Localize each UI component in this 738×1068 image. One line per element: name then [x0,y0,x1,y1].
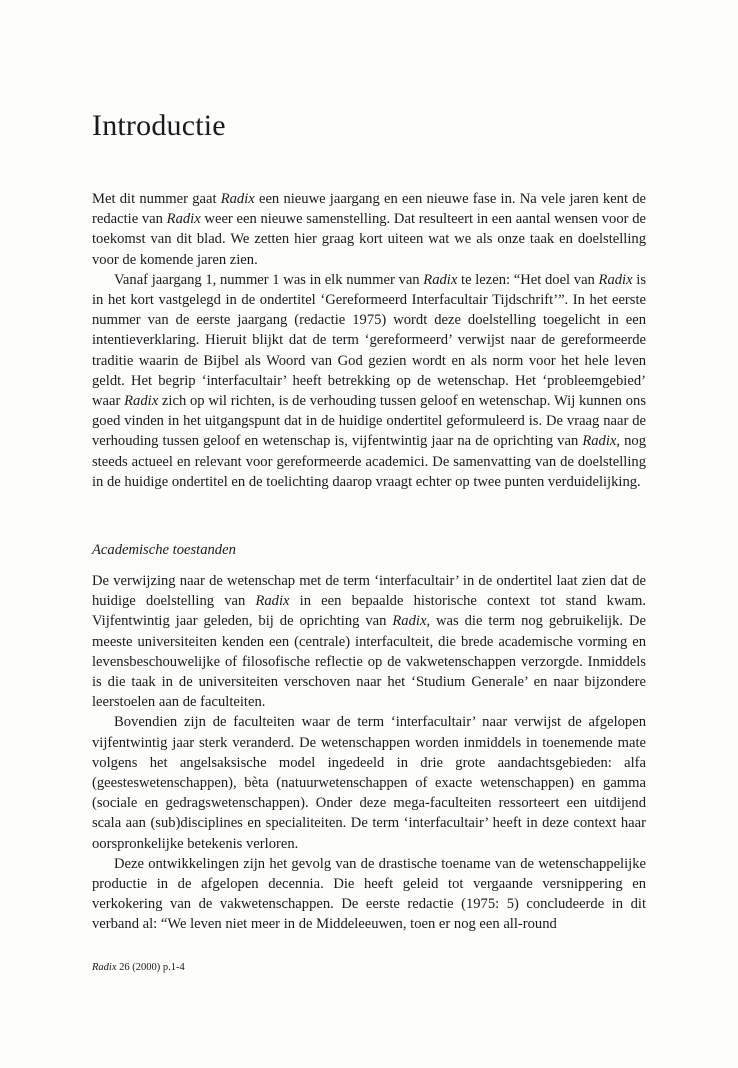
text-run: Deze ontwikkelingen zijn het gevolg van de drastische toename van de wetenschappelijke productie in de afgelopen decennia. Die heeft geleid tot vergaande versnippering en verkokering van de vakwetenschappen. De eerste redactie (1975: 5) concludeerde in dit verband al: “We leven niet meer in de Middeleeuwen, toen er nog een all-round [92,855,646,933]
page-footer [92,961,185,975]
page-title: Introductie [92,109,226,142]
journal-name: Radix [598,271,633,288]
intro-paragraph-1 [92,189,646,270]
journal-name: Radix [255,593,290,610]
text-run: , nog steeds actueel en relevant voor gereformeerde academici. De samenvatting van de doelstelling in de huidige ondertitel en de toelichting daarop vraagt echter op twee punten verduidelijking. [92,433,646,490]
journal-name: Radix [423,271,458,288]
footer-citation: 26 (2000) p.1-4 [116,962,185,973]
intro-body [92,189,646,492]
text-run: een nieuwe jaargang en een nieuwe fase in. Na vele jaren kent de redactie van [92,191,646,228]
text-run: zich op wil richten, is de verhouding tussen geloof en wetenschap. Wij kunnen ons goed vinden in het uitgangspunt dat in de huidige ondertitel geformuleerd is. De vraag naar de verhouding tussen geloof en wetenschap is, vijfentwintig jaar na de oprichting van [92,393,646,450]
text-run: in een bepaalde historische context tot stand kwam. Vijfentwintig jaar geleden, bij de oprichting van [92,593,647,630]
section-academische-toestanden [92,540,647,933]
footer-journal-name: Radix [92,962,117,973]
intro-paragraph-2 [92,270,646,492]
section-paragraph-3 [92,854,646,935]
section-body [92,571,646,935]
journal-name: Radix [392,613,427,630]
text-run: , was die term nog gebruikelijk. De meeste universiteiten kenden een (centrale) interfaculteit, die brede academische vorming en levensbeschouwelijke of filosofische reflectie op de vakwetenschappen verzorgde. Inmiddels is die taak in de universiteiten verschoven naar het ‘Studium Generale’ en naar bijzondere leerstoelen aan de faculteiten. [92,613,646,711]
text-run: Bovendien zijn de faculteiten waar de term ‘interfacultair’ naar verwijst de afgelopen vijfentwintig jaar sterk veranderd. De wetenschappen worden inmiddels in toenemende mate volgens het angelsaksische model ingedeeld in drie grote aandachtsgebieden: alfa (geesteswetenschappen), bèta (natuurwetenschappen of exacte wetenschappen) en gamma (sociale en gedragswetenschappen). Onder deze mega-faculteiten ressorteert een uitdijend scala aan (sub)disciplines en specialiteiten. De term ‘interfacultair’ heeft in deze context haar oorspronkelijke betekenis verloren. [92,714,646,852]
text-run: is in het kort vastgelegd in de ondertitel ‘Gereformeerd Interfacultair Tijdschrift’”. In het eerste nummer van de eerste jaargang (redactie 1975) wordt deze doelstelling toegelicht in een intentieverklaring. Hieruit blijkt dat de term ‘gereformeerd’ verwijst naar de gereformeerde traditie waarin de Bijbel als Woord van God gezien wordt en als norm voor het hele leven geldt. Het begrip ‘interfacultair’ heeft betrekking op de wetenschap. Het ‘probleemgebied’ waar [92,271,646,410]
text-run: Vanaf jaargang 1, nummer 1 was in elk nummer van [114,271,424,288]
text-run: Met dit nummer gaat [92,191,221,207]
journal-name: Radix [582,433,617,450]
text-run: weer een nieuwe samenstelling. Dat resulteert in een aantal wensen voor de toekomst van dit blad. We zetten hier graag kort uiteen wat we als onze taak en doelstelling voor de komende jaren zien. [92,211,646,268]
section-paragraph-1 [92,571,646,712]
text-run: De verwijzing naar de wetenschap met de term ‘interfacultair’ in de ondertitel laat zien dat de huidige doelstelling van [92,573,646,610]
section-paragraph-2 [92,712,646,853]
journal-name: Radix [166,211,201,228]
section-heading: Academische toestanden [92,542,236,558]
journal-name: Radix [220,191,255,207]
journal-name: Radix [124,393,159,410]
text-run: te lezen: “Het doel van [457,271,599,288]
